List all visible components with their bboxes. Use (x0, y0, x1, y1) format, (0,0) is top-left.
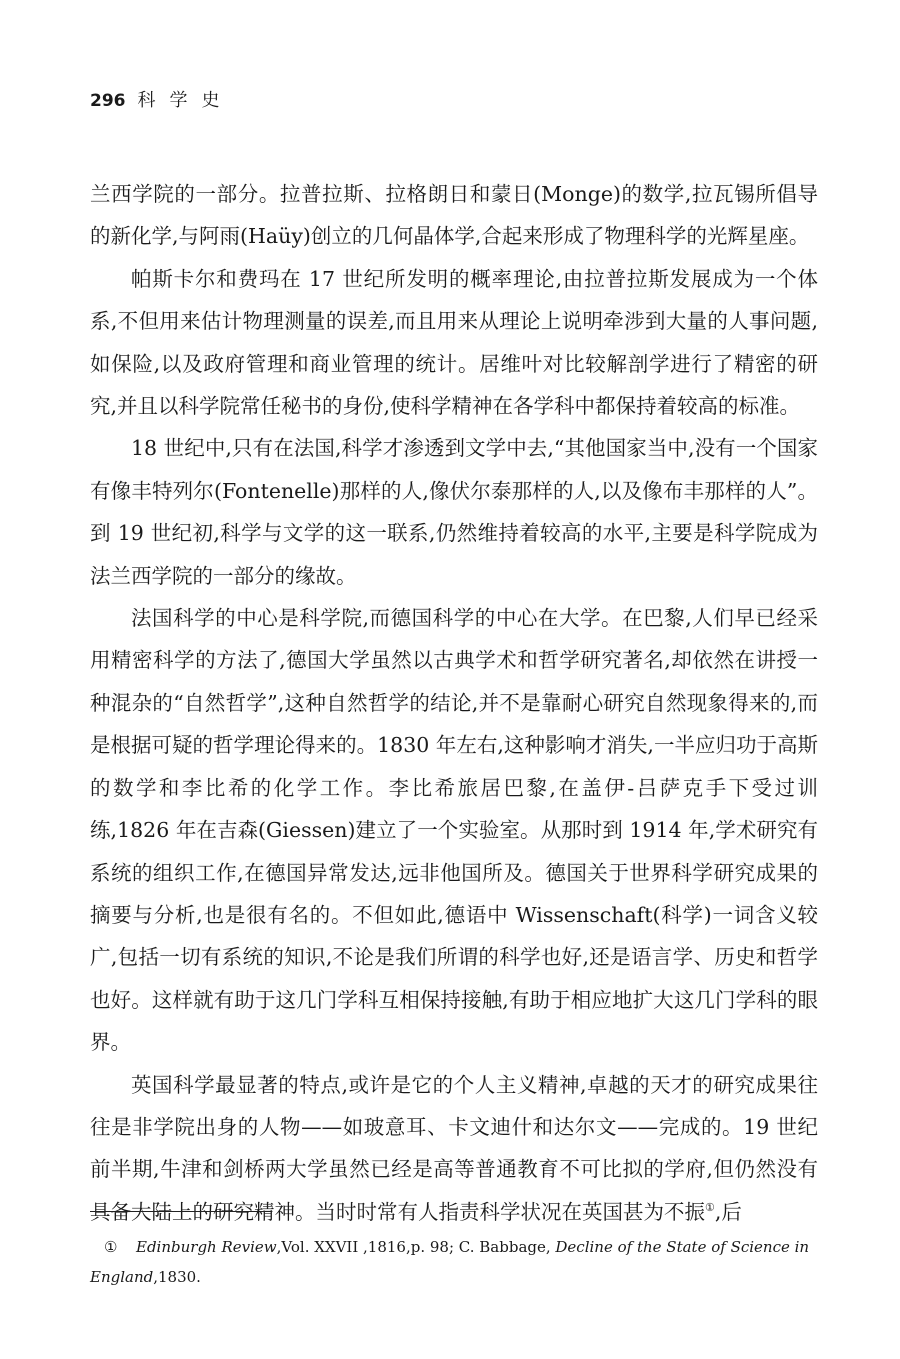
paragraph-probability: 帕斯卡尔和费玛在 17 世纪所发明的概率理论,由拉普拉斯发展成为一个体系,不但用来估计物理测量的误差,而且用来从理论上说明牵涉到大量的人事问题,如保险,以及政府管理和商业管理的统计。居维叶对比较解剖学进行了精密的研究,并且以科学院常任秘书的身份,使科学精神在各学科中都保持着较高的标准。 (90, 266, 818, 419)
page-header (90, 86, 234, 112)
body-text (90, 173, 818, 1233)
paragraph-continued: 兰西学院的一部分。拉普拉斯、拉格朗日和蒙日(Monge)的数学,拉瓦锡所倡导的新化学,与阿雨(Haüy)创立的几何晶体学,合起来形成了物理科学的光辉星座。 (90, 182, 818, 249)
footnote-marker: ① (104, 1238, 118, 1256)
footnote-divider (90, 1211, 272, 1212)
paragraph-english-text: 英国科学最显著的特点,或许是它的个人主义精神,卓越的天才的研究成果往往是非学院出身的人物——如玻意耳、卡文迪什和达尔文——完成的。19 世纪前半期,牛津和剑桥两大学虽然已经是高等普通教育不可比拟的学府,但仍然没有具备大陆上的研究精神。当时时常有人指责科学状况在英国甚为不振 (90, 1072, 818, 1224)
footnote-reference[interactable]: ① (705, 1200, 715, 1214)
footnote-journal: Edinburgh Review (136, 1238, 277, 1256)
footnote-year: ,1830. (153, 1268, 201, 1286)
running-title: 科学史 (137, 90, 234, 111)
paragraph-literature: 18 世纪中,只有在法国,科学才渗透到文学中去,“其他国家当中,没有一个国家有像丰特列尔(Fontenelle)那样的人,像伏尔泰那样的人,以及像布丰那样的人”。到 19 世纪初,科学与文学的这一联系,仍然维持着较高的水平,主要是科学院成为法兰西学院的一部分的缘故。 (90, 436, 818, 588)
paragraph-english-tail: ,后 (714, 1199, 742, 1224)
footnote (90, 1232, 818, 1292)
footnote-details: ,Vol. XXVII ,1816,p. 98; C. Babbage, (276, 1238, 556, 1256)
paragraph-english-science (90, 1064, 818, 1234)
paragraph-german-science: 法国科学的中心是科学院,而德国科学的中心在大学。在巴黎,人们早已经采用精密科学的方法了,德国大学虽然以古典学术和哲学研究著名,却依然在讲授一种混杂的“自然哲学”,这种自然哲学的结论,并不是靠耐心研究自然现象得来的,而是根据可疑的哲学理论得来的。1830 年左右,这种影响才消失,一半应归功于高斯的数学和李比希的化学工作。李比希旅居巴黎,在盖伊-吕萨克手下受过训练,1826 年在吉森(Giessen)建立了一个实验室。从那时到 1914 年,学术研究有系统的组织工作,在德国异常发达,远非他国所及。德国关于世界科学研究成果的摘要与分析,也是很有名的。不但如此,德语中 Wissenschaft(科学)一词含义较广,包括一切有系统的知识,不论是我们所谓的科学也好,还是语言学、历史和哲学也好。这样就有助于这几门学科互相保持接触,有助于相应地扩大这几门学科的眼界。 (90, 606, 818, 1055)
page-number: 296 (90, 91, 126, 111)
footnote-book-title: Decline of the State of Science in England (90, 1238, 810, 1286)
